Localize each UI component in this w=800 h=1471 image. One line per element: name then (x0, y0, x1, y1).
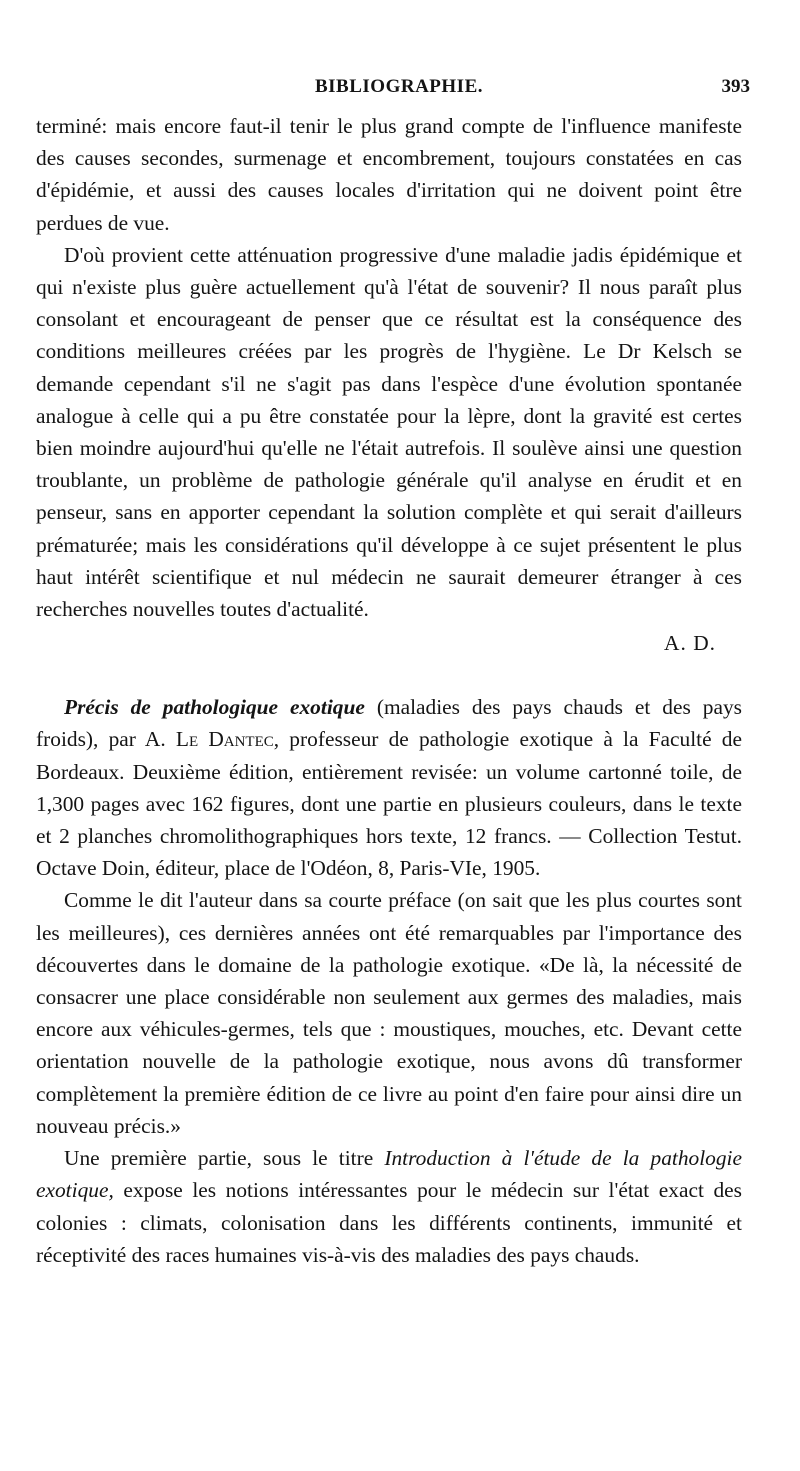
book-page (36, 0, 750, 1271)
review2-paragraph-2-end: expose les notions intéressantes pour le médecin sur l'état exact des colonies : climats, colonisation dans les différents continents, immunité et réceptivité des races humaines vis-à-vis des maladies des pays chauds. (36, 1178, 742, 1267)
section-gap (36, 659, 742, 691)
review2-citation (36, 691, 742, 884)
review1-signature: A. D. (664, 631, 716, 656)
review2-book-title: Précis de pathologique exotique (64, 695, 365, 720)
review2-intro-title: Introduction à l'étude de la pathologie exotique, (36, 1146, 742, 1203)
review2-paragraph-2 (36, 1142, 742, 1271)
review1-paragraph-1: terminé: mais encore faut-il tenir le plus grand compte de l'influence manifeste des causes secondes, surmenage et encombrement, toujours constatées en cas d'épidémie, et aussi des causes locales d'irritation qui ne doivent point être perdues de vue. (36, 114, 742, 235)
review1-paragraph-2: D'où provient cette atténuation progressive d'une maladie jadis épidémique et qui n'existe plus guère actuellement qu'à l'état de souvenir? Il nous paraît plus consolant et encourageant de penser que ce résultat est la conséquence des conditions meilleures créées par les progrès de l'hygiène. Le Dr Kelsch se demande cependant s'il ne s'agit pas dans l'espèce d'une évolution spontanée analogue à celle qui a pu être constatée pour la lèpre, dont la gravité est certes bien moindre aujourd'hui qu'elle ne l'était autrefois. Il soulève ainsi une question troublante, un problème de pathologie générale qu'il analyse en érudit et en penseur, sans en apporter cependant la solution complète et qui serait d'ailleurs prématurée; mais les considérations qu'il développe à ce sujet présentent le plus haut intérêt scientifique et nul médecin ne saurait demeurer étranger à ces recherches nouvelles toutes d'actualité. (36, 242, 742, 622)
running-title: BIBLIOGRAPHIE. (314, 76, 483, 97)
review2-author-name: Le Dantec (175, 727, 274, 752)
review2-paragraph-2-start: Une première partie, sous le titre (64, 1146, 385, 1171)
review2-paragraph-1: Comme le dit l'auteur dans sa courte préface (on sait que les plus courtes sont les meilleures), ces dernières années ont été remarquables par l'importance des découvertes dans le domaine de la pathologie exotique. «De là, la nécessité de consacrer une place considérable non seulement aux germes des maladies, mais encore aux véhicules-germes, tels que : moustiques, mouches, etc. Devant cette orientation nouvelle de la pathologie exotique, nous avons dû transformer complètement la première édition de ce livre au point d'en faire pour ainsi dire un nouveau précis.» (36, 888, 742, 1138)
running-head (36, 0, 750, 110)
page-number: 393 (721, 76, 750, 97)
review2-citation-part-1: (maladies des pays chauds et des pays froids), par A. (36, 695, 742, 752)
review2-citation-part-2: , professeur de pathologie exotique à la Faculté de Bordeaux. Deuxième édition, entièrement revisée: un volume cartonné toile, de 1,300 pages avec 162 figures, dont une partie en plusieurs couleurs, dans le texte et 2 planches chromolithographiques hors texte, 12 francs. — Collection Testut. Octave Doin, éditeur, place de l'Odéon, 8, Paris-VIe, 1905. (36, 727, 742, 881)
